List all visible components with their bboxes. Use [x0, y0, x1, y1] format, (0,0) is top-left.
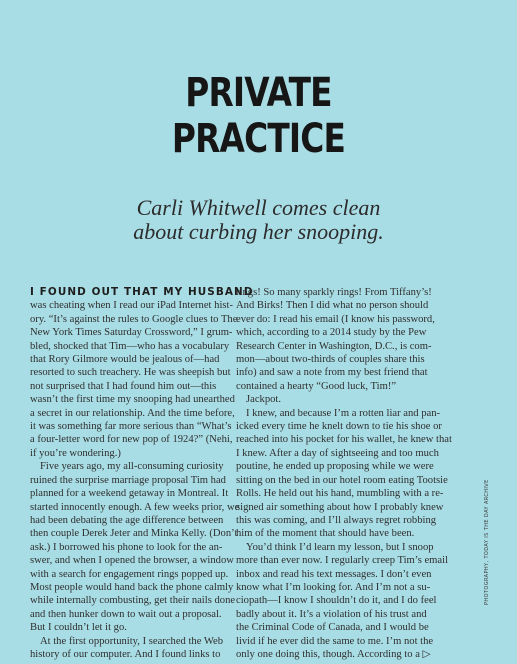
body-line: signed air something about how I probably knew [236, 501, 444, 513]
body-line: icked every time he knelt down to tie his shoe or [236, 421, 442, 433]
body-line: But I couldn’t let it go. [30, 622, 127, 634]
deck-line-1: Carli Whitwell comes clean [136, 195, 381, 220]
body-line: resorted to such treachery. He was sheepish but [30, 367, 231, 379]
headline-line-1: PRIVATE [185, 70, 332, 116]
body-line: the Criminal Code of Canada, and I would be [236, 622, 429, 634]
body-line: had been debating the age difference between [30, 514, 224, 526]
body-line: and then hunker down to wait out a proposal. [30, 608, 222, 620]
body-line: sitting on the bed in our hotel room eating Tootsie [236, 474, 448, 486]
body-line: Most people would hand back the phone calmly [30, 581, 234, 593]
body-line: ruined the surprise marriage proposal Tim had [30, 474, 226, 486]
body-line: livid if he ever did the same to me. I’m not the [236, 635, 434, 647]
body-column-right [236, 286, 452, 661]
body-column-left [30, 286, 254, 661]
body-line: if you’re wondering.) [30, 447, 121, 459]
body-line: while internally combusting, get their nails done [30, 595, 236, 607]
body-line: You’d think I’d learn my lesson, but I snoop [246, 541, 434, 553]
body-line: ciopath—I know I shouldn’t do it, and I do feel [236, 595, 437, 607]
photo-credit: PHOTOGRAPHY, TODAY IS THE DAY ARCHIVE [484, 479, 490, 605]
lead-in: I FOUND OUT THAT MY HUSBAND [30, 286, 254, 298]
body-line: inbox and read his text messages. I don’t even [236, 568, 432, 580]
body-line: started innocently enough. A few weeks prior, we [30, 501, 240, 513]
body-line: him of the moment that should have been. [236, 528, 415, 540]
body-line: ask.) I borrowed his phone to look for the an- [30, 541, 223, 553]
body-line: this was coming, and I’ll always regret robbing [236, 514, 437, 526]
body-line: Jackpot. [246, 394, 282, 406]
body-line: contained a hearty “Good luck, Tim!” [236, 380, 397, 392]
body-line: New York Times Saturday Crossword,” I grum- [30, 327, 233, 339]
body-line: swer, and when I opened the browser, a window [30, 555, 234, 567]
body-line: history of our computer. And I found links to [30, 648, 221, 660]
body-line: wasn’t the first time my snooping had unearthed [30, 394, 235, 406]
body-line: I knew. After a day of sightseeing and too much [236, 447, 439, 459]
body-line: ever do: I read his email (I know his password, [236, 313, 435, 325]
body-line: I knew, and because I’m a rotten liar and pan- [246, 407, 441, 419]
deck-line-2: about curbing her snooping. [133, 219, 384, 244]
body-line: Research Center in Washington, D.C., is com- [236, 340, 432, 352]
body-line: badly about it. It’s a violation of his trust and [236, 608, 427, 620]
deck [0, 196, 517, 244]
headline [47, 70, 471, 162]
body-line: know what I’m looking for. And I’m not a su- [236, 581, 431, 593]
body-line: more than ever now. I regularly creep Tim’s email [236, 555, 449, 567]
body-line: not surprised that I had found him out—this [30, 380, 217, 392]
body-line: info) and saw a note from my best friend that [236, 367, 428, 379]
body-line: Five years ago, my all-consuming curiosity [40, 461, 224, 473]
body-line: mon—about two-thirds of couples share this [236, 354, 425, 366]
body-line: rings! So many sparkly rings! From Tiffany’s! [236, 287, 432, 298]
body-line: that Rory Gilmore would be jealous of—had [30, 354, 220, 366]
body-line: poutine, he ended up proposing while we were [236, 461, 434, 473]
body-line: only one doing this, though. According to a ▷ [236, 648, 431, 660]
body-line: which, according to a 2014 study by the Pew [236, 327, 427, 339]
body-line: a four-letter word for new pop of 1924?” (Nehi, [30, 434, 233, 446]
body-line: Rolls. He held out his hand, mumbling with a re- [236, 488, 444, 500]
body-line: then couple Derek Jeter and Minka Kelly. (Don’t [30, 528, 238, 540]
body-line: was cheating when I read our iPad Internet hist- [30, 300, 233, 312]
body-line: with a search for engagement rings popped up. [30, 568, 229, 580]
body-line: reached into his pocket for his wallet, he knew that [236, 434, 452, 446]
body-line: planned for a weekend getaway in Montreal. It [30, 488, 229, 500]
body-line: At the first opportunity, I searched the Web [40, 635, 224, 647]
headline-line-2: PRACTICE [171, 116, 346, 162]
body-line: a secret in our relationship. And the time before, [30, 407, 235, 419]
body-line: it was something far more serious than “What’s [30, 421, 232, 433]
body-line: And Birks! Then I did what no person should [236, 300, 429, 312]
body-line: bled, shocked that Tim—who has a vocabulary [30, 340, 230, 352]
body-line: ory. “It’s against the rules to Google clues to The [30, 313, 238, 325]
